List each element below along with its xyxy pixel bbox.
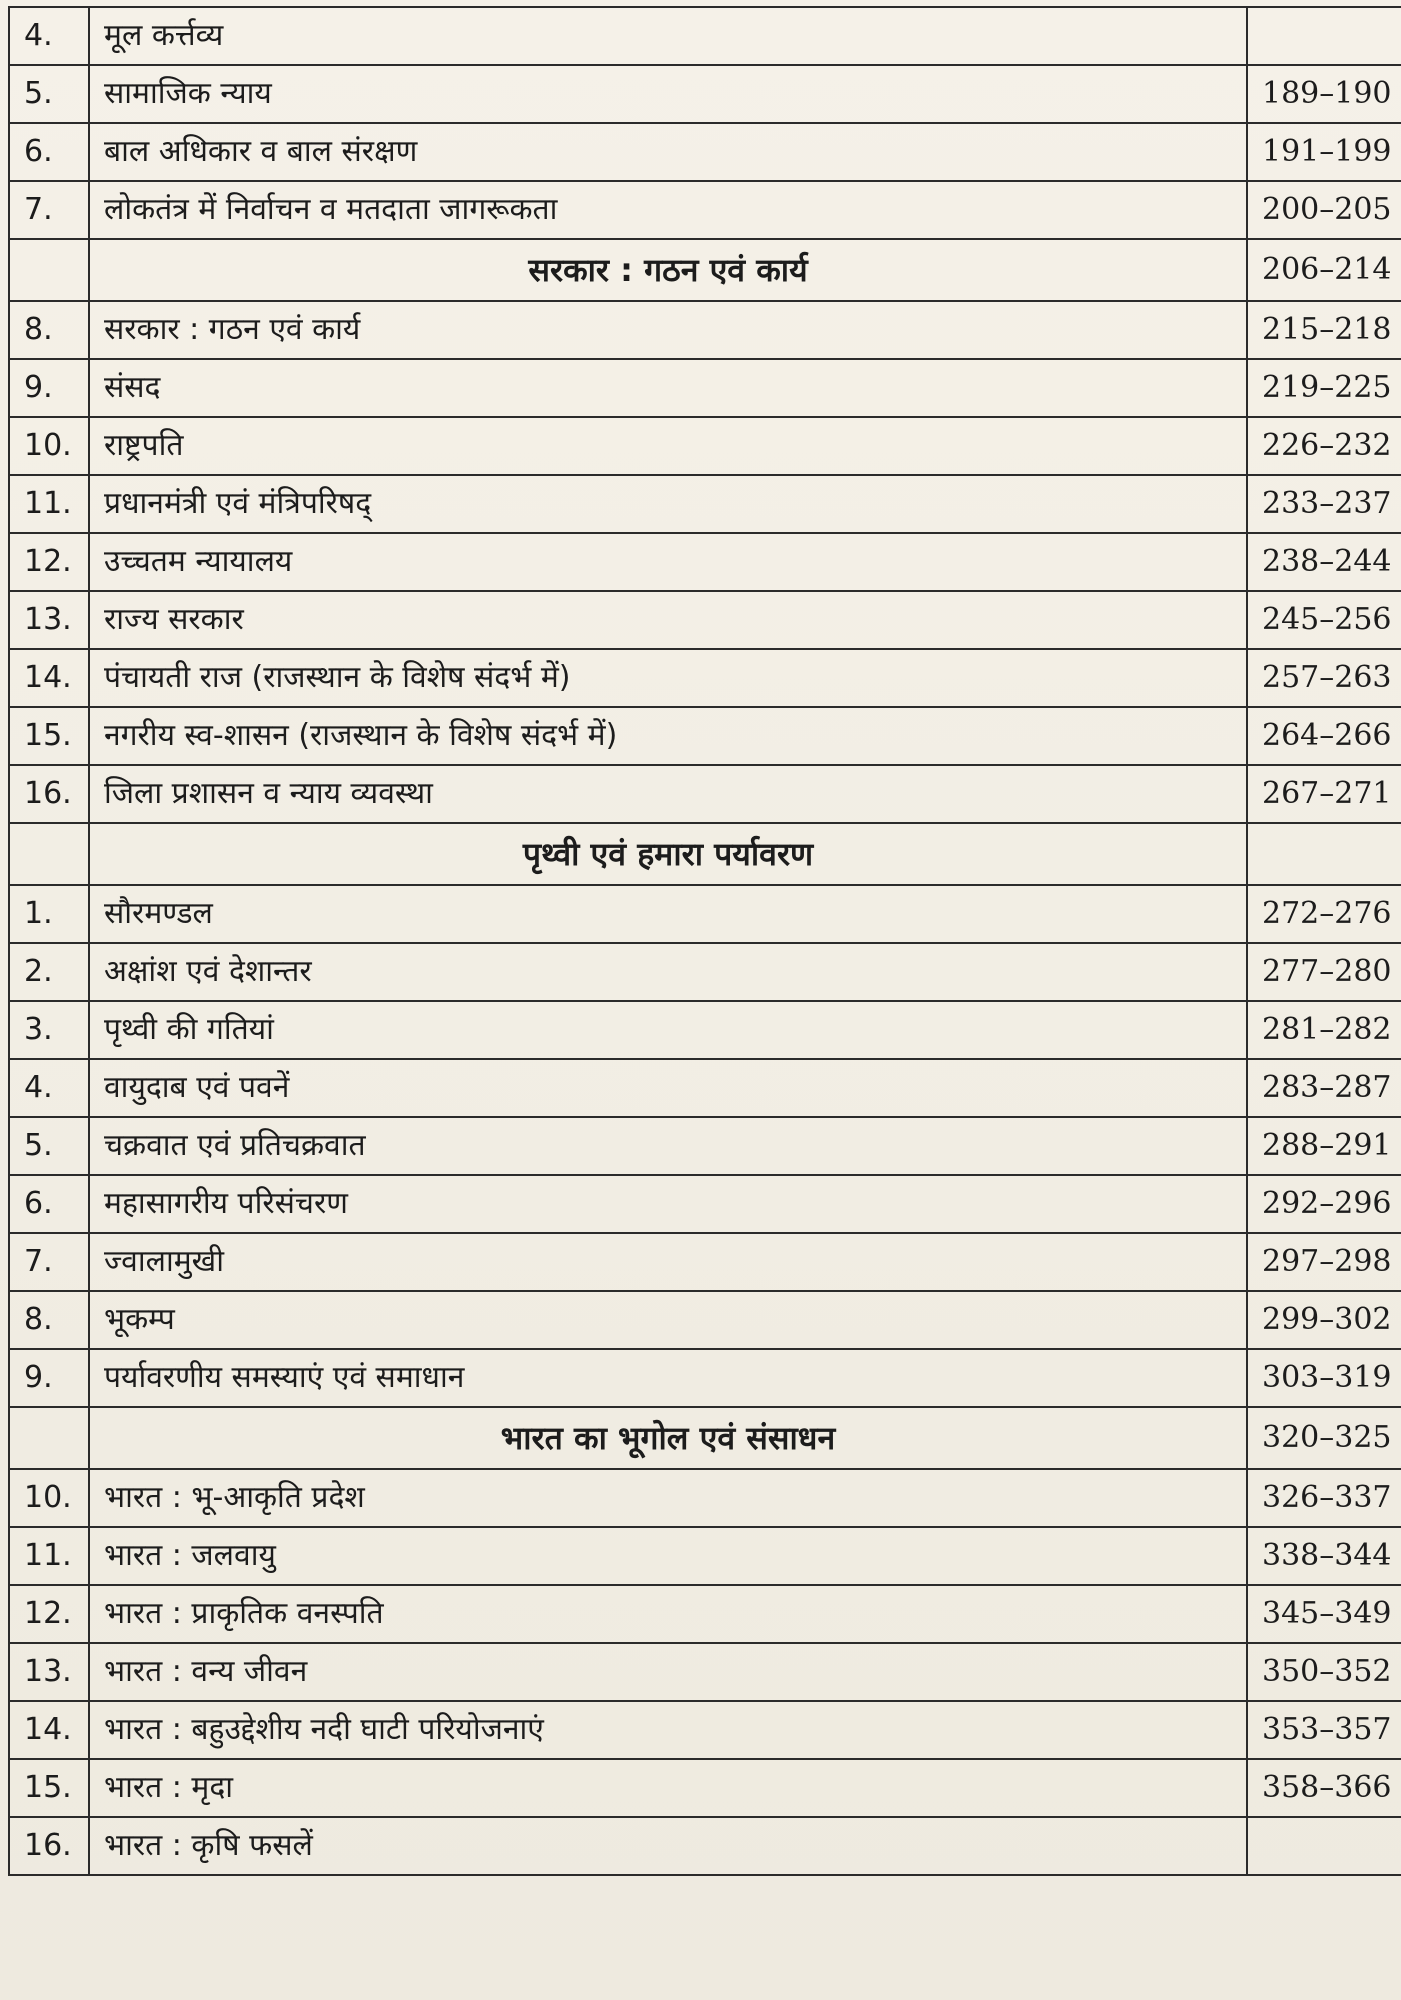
- chapter-number: 5.: [9, 1117, 89, 1175]
- table-row: [9, 7, 1401, 65]
- chapter-number: 16.: [9, 1817, 89, 1875]
- chapter-title: भारत : बहुउद्देशीय नदी घाटी परियोजनाएं: [89, 1701, 1247, 1759]
- page-range: 245–256: [1247, 591, 1401, 649]
- chapter-title: सरकार : गठन एवं कार्य: [89, 301, 1247, 359]
- table-row: [9, 475, 1401, 533]
- chapter-title: उच्चतम न्यायालय: [89, 533, 1247, 591]
- chapter-number: 5.: [9, 65, 89, 123]
- section-heading-row: [9, 239, 1401, 301]
- table-row: [9, 417, 1401, 475]
- table-row: [9, 1527, 1401, 1585]
- chapter-title: नगरीय स्व-शासन (राजस्थान के विशेष संदर्भ में): [89, 707, 1247, 765]
- section-page-range: 206–214: [1247, 239, 1401, 301]
- chapter-number: 1.: [9, 885, 89, 943]
- chapter-title: भारत : जलवायु: [89, 1527, 1247, 1585]
- page-range: 353–357: [1247, 1701, 1401, 1759]
- table-row: [9, 1175, 1401, 1233]
- page-range: 191–199: [1247, 123, 1401, 181]
- page-range: 189–190: [1247, 65, 1401, 123]
- chapter-title: भारत : प्राकृतिक वनस्पति: [89, 1585, 1247, 1643]
- table-row: [9, 1349, 1401, 1407]
- chapter-number: 6.: [9, 123, 89, 181]
- chapter-number: 10.: [9, 417, 89, 475]
- section-heading: सरकार : गठन एवं कार्य: [89, 239, 1247, 301]
- chapter-number: 3.: [9, 1001, 89, 1059]
- chapter-title: चक्रवात एवं प्रतिचक्रवात: [89, 1117, 1247, 1175]
- page-range: 238–244: [1247, 533, 1401, 591]
- page-range: 257–263: [1247, 649, 1401, 707]
- table-row: [9, 1759, 1401, 1817]
- chapter-title: अक्षांश एवं देशान्तर: [89, 943, 1247, 1001]
- chapter-title: ज्वालामुखी: [89, 1233, 1247, 1291]
- chapter-number: 12.: [9, 1585, 89, 1643]
- chapter-number: 13.: [9, 591, 89, 649]
- table-row: [9, 181, 1401, 239]
- page-range: [1247, 1817, 1401, 1875]
- page-range: 345–349: [1247, 1585, 1401, 1643]
- page-range: 281–282: [1247, 1001, 1401, 1059]
- table-row: [9, 1291, 1401, 1349]
- chapter-number: 8.: [9, 1291, 89, 1349]
- chapter-title: सामाजिक न्याय: [89, 65, 1247, 123]
- chapter-number: 7.: [9, 181, 89, 239]
- chapter-title: भारत : मृदा: [89, 1759, 1247, 1817]
- chapter-number: 11.: [9, 475, 89, 533]
- chapter-number: 15.: [9, 1759, 89, 1817]
- section-heading: भारत का भूगोल एवं संसाधन: [89, 1407, 1247, 1469]
- section-page-range: 320–325: [1247, 1407, 1401, 1469]
- chapter-number: 11.: [9, 1527, 89, 1585]
- section-page-range: [1247, 823, 1401, 885]
- chapter-title: जिला प्रशासन व न्याय व्यवस्था: [89, 765, 1247, 823]
- toc-body: [9, 7, 1401, 1875]
- chapter-number: 13.: [9, 1643, 89, 1701]
- empty-cell: [9, 1407, 89, 1469]
- page-range: 326–337: [1247, 1469, 1401, 1527]
- page-range: 288–291: [1247, 1117, 1401, 1175]
- chapter-title: वायुदाब एवं पवनें: [89, 1059, 1247, 1117]
- page-range: 200–205: [1247, 181, 1401, 239]
- page-range: 338–344: [1247, 1527, 1401, 1585]
- chapter-number: 6.: [9, 1175, 89, 1233]
- chapter-title: बाल अधिकार व बाल संरक्षण: [89, 123, 1247, 181]
- chapter-title: भूकम्प: [89, 1291, 1247, 1349]
- page-range: 226–232: [1247, 417, 1401, 475]
- section-heading-row: [9, 823, 1401, 885]
- page-range: 350–352: [1247, 1643, 1401, 1701]
- page-range: 277–280: [1247, 943, 1401, 1001]
- table-row: [9, 301, 1401, 359]
- table-row: [9, 1001, 1401, 1059]
- table-row: [9, 533, 1401, 591]
- chapter-number: 9.: [9, 359, 89, 417]
- table-row: [9, 1643, 1401, 1701]
- chapter-title: लोकतंत्र में निर्वाचन व मतदाता जागरूकता: [89, 181, 1247, 239]
- chapter-number: 8.: [9, 301, 89, 359]
- table-row: [9, 1585, 1401, 1643]
- chapter-title: भारत : वन्य जीवन: [89, 1643, 1247, 1701]
- page-range: [1247, 7, 1401, 65]
- table-row: [9, 707, 1401, 765]
- page-range: 272–276: [1247, 885, 1401, 943]
- chapter-number: 4.: [9, 7, 89, 65]
- table-row: [9, 1059, 1401, 1117]
- table-row: [9, 1817, 1401, 1875]
- table-row: [9, 1233, 1401, 1291]
- table-row: [9, 359, 1401, 417]
- chapter-title: मूल कर्त्तव्य: [89, 7, 1247, 65]
- table-row: [9, 591, 1401, 649]
- table-row: [9, 123, 1401, 181]
- page-range: 264–266: [1247, 707, 1401, 765]
- chapter-title: महासागरीय परिसंचरण: [89, 1175, 1247, 1233]
- page-range: 299–302: [1247, 1291, 1401, 1349]
- chapter-title: पर्यावरणीय समस्याएं एवं समाधान: [89, 1349, 1247, 1407]
- chapter-title: सौरमण्डल: [89, 885, 1247, 943]
- table-of-contents: [8, 6, 1401, 1876]
- chapter-title: राष्ट्रपति: [89, 417, 1247, 475]
- chapter-number: 14.: [9, 1701, 89, 1759]
- chapter-number: 7.: [9, 1233, 89, 1291]
- chapter-number: 10.: [9, 1469, 89, 1527]
- page-range: 219–225: [1247, 359, 1401, 417]
- section-heading-row: [9, 1407, 1401, 1469]
- empty-cell: [9, 239, 89, 301]
- chapter-title: संसद: [89, 359, 1247, 417]
- chapter-title: पृथ्वी की गतियां: [89, 1001, 1247, 1059]
- chapter-number: 2.: [9, 943, 89, 1001]
- page-range: 267–271: [1247, 765, 1401, 823]
- page-range: 283–287: [1247, 1059, 1401, 1117]
- chapter-title: प्रधानमंत्री एवं मंत्रिपरिषद्: [89, 475, 1247, 533]
- chapter-title: भारत : कृषि फसलें: [89, 1817, 1247, 1875]
- chapter-number: 15.: [9, 707, 89, 765]
- table-row: [9, 1117, 1401, 1175]
- table-row: [9, 649, 1401, 707]
- chapter-number: 9.: [9, 1349, 89, 1407]
- empty-cell: [9, 823, 89, 885]
- section-heading: पृथ्वी एवं हमारा पर्यावरण: [89, 823, 1247, 885]
- chapter-number: 12.: [9, 533, 89, 591]
- chapter-title: पंचायती राज (राजस्थान के विशेष संदर्भ में): [89, 649, 1247, 707]
- page-range: 297–298: [1247, 1233, 1401, 1291]
- table-row: [9, 1701, 1401, 1759]
- page-range: 358–366: [1247, 1759, 1401, 1817]
- chapter-number: 14.: [9, 649, 89, 707]
- table-row: [9, 943, 1401, 1001]
- table-row: [9, 1469, 1401, 1527]
- chapter-title: भारत : भू-आकृति प्रदेश: [89, 1469, 1247, 1527]
- page-range: 233–237: [1247, 475, 1401, 533]
- page-range: 303–319: [1247, 1349, 1401, 1407]
- chapter-title: राज्य सरकार: [89, 591, 1247, 649]
- page-range: 215–218: [1247, 301, 1401, 359]
- chapter-number: 4.: [9, 1059, 89, 1117]
- table-row: [9, 885, 1401, 943]
- table-row: [9, 765, 1401, 823]
- table-row: [9, 65, 1401, 123]
- chapter-number: 16.: [9, 765, 89, 823]
- page-range: 292–296: [1247, 1175, 1401, 1233]
